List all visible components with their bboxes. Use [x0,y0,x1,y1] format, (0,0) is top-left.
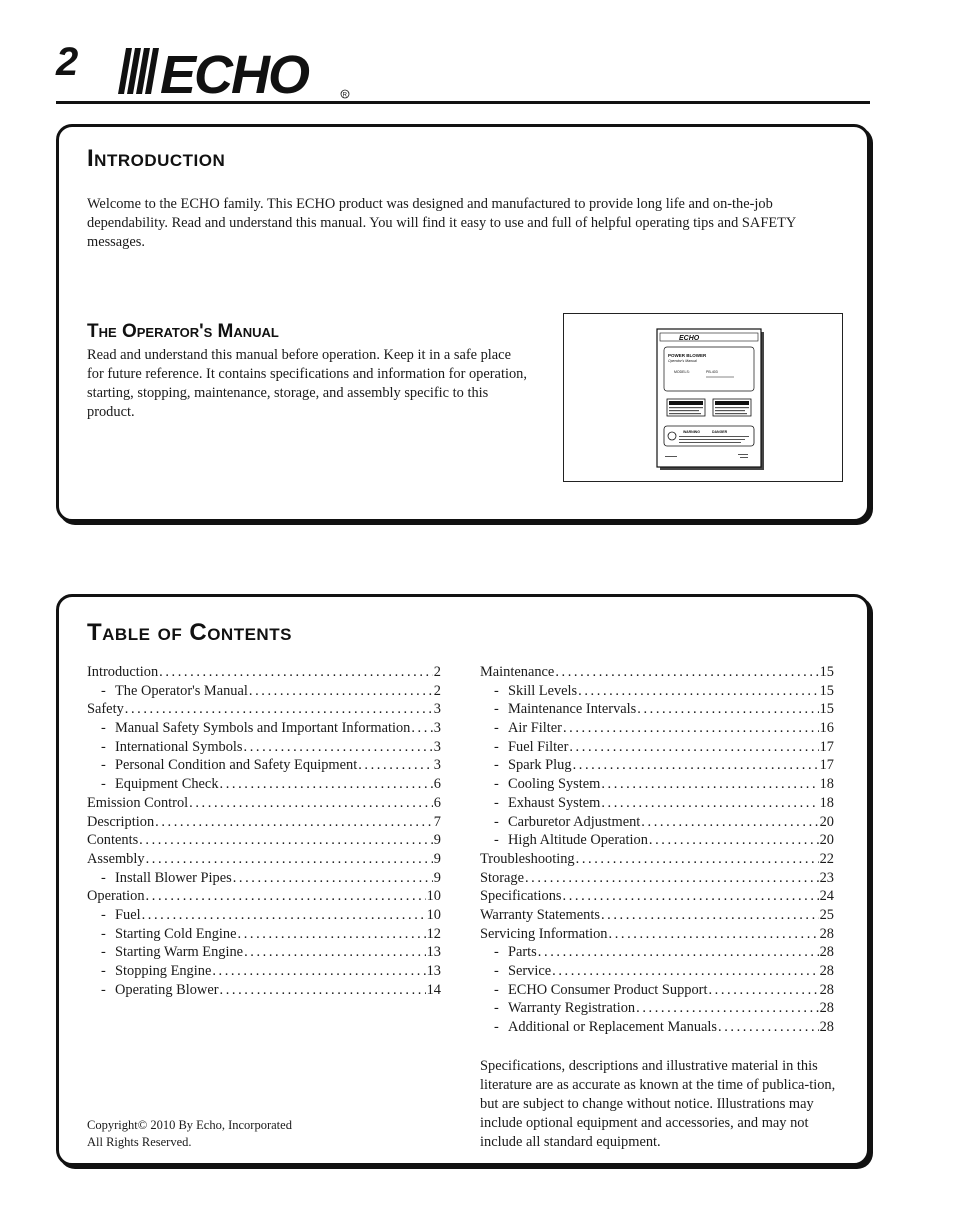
toc-entry-label [480,682,577,701]
introduction-title: Introduction [87,145,226,172]
toc-entry-text: Safety [87,701,124,718]
toc-entry-text: Emission Control [87,794,189,811]
toc-entry-page: 9 [433,850,441,867]
toc-entry [87,794,441,813]
figure-models-label: MODELS: [674,370,690,374]
toc-entry-label [87,906,141,925]
toc-entry-page: 2 [433,682,441,699]
toc-dot-leader [563,719,819,738]
toc-entry-text: High Altitude Operation [508,832,648,849]
toc-entry-page: 28 [819,981,834,998]
toc-entry-dash: - [101,738,106,755]
figure-model: PB-403 [706,370,718,374]
toc-entry-text: Assembly [87,850,145,867]
toc-entry-text: Additional or Replacement Manuals [508,1019,718,1036]
toc-entry-page: 20 [819,813,834,830]
toc-entry-dash: - [101,869,106,886]
toc-entry-text: Service [508,963,552,979]
toc-entry-text: Troubleshooting [480,850,575,867]
toc-entry-page: 7 [433,813,441,830]
toc-entry-page: 20 [819,832,834,849]
toc-entry-label [480,775,600,794]
toc-dot-leader [609,925,819,944]
toc-entry-text: Starting Warm Engine [115,944,244,961]
toc-entry-text: Skill Levels [508,682,578,699]
toc-entry-page: 17 [819,738,834,755]
operators-manual-cover-image [563,313,843,482]
toc-entry-page: 3 [433,757,441,774]
toc-entry [87,663,441,682]
toc-entry-label [87,738,243,757]
toc-dot-leader [555,663,818,682]
toc-entry-label [480,887,562,906]
toc-dot-leader [220,775,433,794]
toc-entry-text: Description [87,813,155,830]
toc-dot-leader [411,719,432,738]
toc-entry-label [480,738,568,757]
toc-entry-page: 12 [426,925,441,942]
toc-entry-label [480,813,640,832]
toc-entry-dash: - [494,701,499,718]
toc-dot-leader [358,756,433,775]
toc-entry-text: Warranty Registration [508,1000,636,1017]
toc-entry-page: 23 [819,869,834,886]
toc-entry-dash: - [101,925,106,942]
toc-entry-text: Maintenance [480,664,555,680]
introduction-box [56,124,870,522]
toc-entry-dash: - [101,757,106,774]
toc-dot-leader [601,775,818,794]
operators-manual-title: The Operator's Manual [87,321,279,342]
toc-entry-page: 10 [426,888,441,905]
toc-entry-page: 2 [433,664,441,680]
toc-entry-text: Maintenance Intervals [508,701,637,718]
toc-entry-text: Servicing Information [480,925,608,942]
toc-entry-page: 15 [819,664,834,680]
page-number: 2 [56,40,79,84]
figure-product: POWER BLOWER [668,353,707,358]
toc-entry [87,813,441,832]
toc-entry-label [87,813,154,832]
toc-entry [87,981,441,1000]
toc-entry-label [87,943,243,962]
toc-entry-dash: - [101,776,106,793]
toc-entry-text: ECHO Consumer Product Support [508,981,708,998]
toc-entry-page: 13 [426,944,441,961]
toc-entry [87,719,441,738]
toc-entry-dash: - [494,981,499,998]
toc-entry-page: 13 [426,963,441,979]
toc-entry [480,756,834,775]
toc-entry-text: Contents [87,832,139,849]
toc-entry-page: 18 [819,776,834,793]
toc-entry [480,775,834,794]
toc-entry-text: Equipment Check [115,776,219,793]
toc-entry-label [480,869,524,888]
toc-entry [87,925,441,944]
toc-entry-label [480,962,551,981]
toc-entry-page: 3 [433,720,441,737]
toc-entry-dash: - [101,720,106,737]
toc-entry-text: Cooling System [508,776,601,793]
toc-entry-label [480,831,648,850]
toc-dot-leader [649,831,819,850]
figure-warning: WARNING [683,430,700,434]
toc-entry-label [480,719,562,738]
toc-entry-dash: - [494,720,499,737]
toc-entry-dash: - [101,906,106,923]
header-rule [56,101,870,104]
toc-entry-label [480,999,635,1018]
toc-entry-label [480,925,608,944]
toc-entry-page: 3 [433,701,441,718]
toc-entry-label [480,794,600,813]
toc-entry-text: Specifications [480,888,562,905]
toc-entry [87,943,441,962]
toc-dot-leader [601,906,819,925]
toc-dot-leader [220,981,426,1000]
toc-entry-text: Warranty Statements [480,906,600,923]
toc-entry-dash: - [494,813,499,830]
toc-dot-leader [636,999,818,1018]
toc-dot-leader [641,813,818,832]
toc-entry-text: Parts [508,944,537,961]
toc-entry-label [87,887,145,906]
toc-entry-page: 6 [433,776,441,793]
toc-entry-text: Personal Condition and Safety Equipment [115,757,358,774]
toc-entry-dash: - [101,944,106,961]
toc-entry-text: Install Blower Pipes [115,869,232,886]
toc-entry [87,887,441,906]
toc-entry [87,962,441,981]
toc-entry-page: 3 [433,738,441,755]
toc-entry-label [480,1018,717,1037]
toc-entry [480,887,834,906]
toc-dot-leader [578,682,818,701]
toc-dot-leader [212,962,425,981]
toc-entry-page: 16 [819,720,834,737]
toc-entry-label [87,663,158,682]
toc-entry-text: Air Filter [508,720,562,737]
toc-entry [480,663,834,682]
toc-dot-leader [146,850,433,869]
toc-entry [87,850,441,869]
copyright-notice [87,1117,292,1151]
toc-entry [480,869,834,888]
toc-entry-page: 15 [819,682,834,699]
toc-entry-page: 28 [819,944,834,961]
toc-dot-leader [563,887,819,906]
toc-dot-leader [233,869,433,888]
toc-dot-leader [244,738,433,757]
toc-entry-dash: - [494,1000,499,1017]
toc-entry-label [87,850,145,869]
toc-entry [87,738,441,757]
toc-entry-label [480,850,575,869]
toc-entry [480,850,834,869]
toc-entry-text: Carburetor Adjustment [508,813,641,830]
toc-entry-label [87,756,357,775]
figure-subtitle: Operator's Manual [668,359,697,363]
toc-entry-text: Exhaust System [508,794,601,811]
toc-entry [480,906,834,925]
toc-entry-page: 25 [819,906,834,923]
toc-entry-dash: - [494,776,499,793]
toc-entry-dash: - [101,981,106,998]
toc-entry-dash: - [494,738,499,755]
toc-entry-label [87,719,410,738]
toc-entry-dash: - [101,682,106,699]
toc-entry-page: 28 [819,925,834,942]
toc-entry-text: Fuel Filter [508,738,569,755]
toc-entry-dash: - [494,757,499,774]
toc-entry-label [480,943,537,962]
toc-entry-page: 28 [819,963,834,979]
toc-entry-page: 22 [819,850,834,867]
toc-entry [480,794,834,813]
toc-title: Table of Contents [87,619,292,646]
toc-entry-dash: - [494,832,499,849]
toc-entry-label [87,962,211,981]
echo-logo [116,44,356,100]
toc-dot-leader [238,925,426,944]
toc-entry [480,1018,834,1037]
toc-dot-leader [538,943,819,962]
toc-entry-dash: - [494,944,499,961]
toc-entry-text: The Operator's Manual [115,682,248,699]
toc-dot-leader [637,700,818,719]
toc-entry-text: Introduction [87,664,159,680]
toc-entry [480,925,834,944]
toc-entry [480,738,834,757]
toc-entry-label [87,794,188,813]
toc-entry-dash: - [494,682,499,699]
toc-dot-leader [125,700,433,719]
toc-entry-text: Manual Safety Symbols and Important Information [115,720,411,737]
toc-entry [87,906,441,925]
toc-dot-leader [708,981,818,1000]
toc-entry-label [480,663,554,682]
toc-entry-page: 14 [426,981,441,998]
toc-entry-text: Operating Blower [115,981,219,998]
toc-entry [480,700,834,719]
toc-dot-leader [569,738,818,757]
toc-entry-label [480,756,572,775]
toc-left-column [87,663,441,999]
toc-entry-dash: - [494,1019,499,1036]
toc-entry-page: 9 [433,832,441,849]
toc-dot-leader [249,682,433,701]
toc-dot-leader [601,794,818,813]
toc-entry-label [87,925,237,944]
toc-entry-page: 24 [819,888,834,905]
figure-brand: ECHO [679,335,700,342]
toc-entry-dash: - [494,963,499,979]
introduction-text: Welcome to the ECHO family. This ECHO product was designed and manufactured to provide long life and on-the-job dependability. Read and understand this manual. You will find it easy to use and full of helpful operating tips and SAFETY messages. [87,196,796,250]
toc-dot-leader [573,756,819,775]
disclaimer-text: Specifications, descriptions and illustrative material in this literature are as accurate as known at the time of publica-tion, but are subject to change without notice. Illustrations may include optional equipment and accessories, and may not include all standard equipment. [480,1058,836,1150]
toc-entry-label [87,869,232,888]
toc-entry [87,775,441,794]
toc-entry-text: Fuel [115,906,141,923]
toc-dot-leader [576,850,819,869]
toc-entry-label [480,981,707,1000]
toc-dot-leader [718,1018,819,1037]
toc-entry-text: International Symbols [115,738,243,755]
toc-entry [87,831,441,850]
toc-entry-text: Operation [87,888,145,905]
toc-dot-leader [142,906,426,925]
operators-manual-text: Read and understand this manual before operation. Keep it in a safe place for future reference. It contains specifications and information for operation, starting, stopping, maintenance, storage, and assembly specific to this product. [87,347,527,420]
toc-entry-page: 15 [819,701,834,718]
rights-line: All Rights Reserved. [87,1135,192,1149]
toc-entry-text: Storage [480,869,524,886]
toc-dot-leader [244,943,426,962]
toc-entry-page: 17 [819,757,834,774]
toc-dot-leader [155,813,433,832]
toc-entry-page: 28 [819,1019,834,1036]
toc-dot-leader [159,663,433,682]
toc-entry-text: Starting Cold Engine [115,925,237,942]
toc-entry [480,682,834,701]
figure-danger: DANGER [712,430,728,434]
toc-entry [87,700,441,719]
toc-entry-label [87,981,219,1000]
toc-entry [87,756,441,775]
toc-dot-leader [525,869,819,888]
toc-entry-label [87,775,219,794]
toc-dot-leader [552,962,818,981]
table-of-contents-box [56,594,870,1166]
toc-dot-leader [189,794,433,813]
toc-entry [480,981,834,1000]
toc-entry [480,719,834,738]
toc-entry [480,962,834,981]
toc-dot-leader [146,887,426,906]
toc-entry [87,682,441,701]
toc-entry-page: 28 [819,1000,834,1017]
copyright-line: Copyright© 2010 By Echo, Incorporated [87,1118,292,1132]
toc-entry-page: 6 [433,794,441,811]
toc-entry-dash: - [494,794,499,811]
logo-wordmark: ECHO [160,45,309,100]
toc-entry-text: Spark Plug [508,757,572,774]
toc-entry [480,831,834,850]
toc-entry-label [480,700,636,719]
toc-entry-label [87,682,248,701]
toc-entry-label [87,831,138,850]
toc-right-column [480,663,834,1037]
toc-entry-page: 18 [819,794,834,811]
toc-entry [480,813,834,832]
toc-entry-page: 10 [426,906,441,923]
toc-entry-dash: - [101,963,106,979]
toc-entry [480,999,834,1018]
toc-entry [480,943,834,962]
toc-entry-text: Stopping Engine [115,963,212,979]
toc-entry-page: 9 [433,869,441,886]
toc-entry-label [87,700,124,719]
svg-text:R: R [342,92,347,99]
toc-entry [87,869,441,888]
toc-dot-leader [139,831,433,850]
toc-entry-label [480,906,600,925]
